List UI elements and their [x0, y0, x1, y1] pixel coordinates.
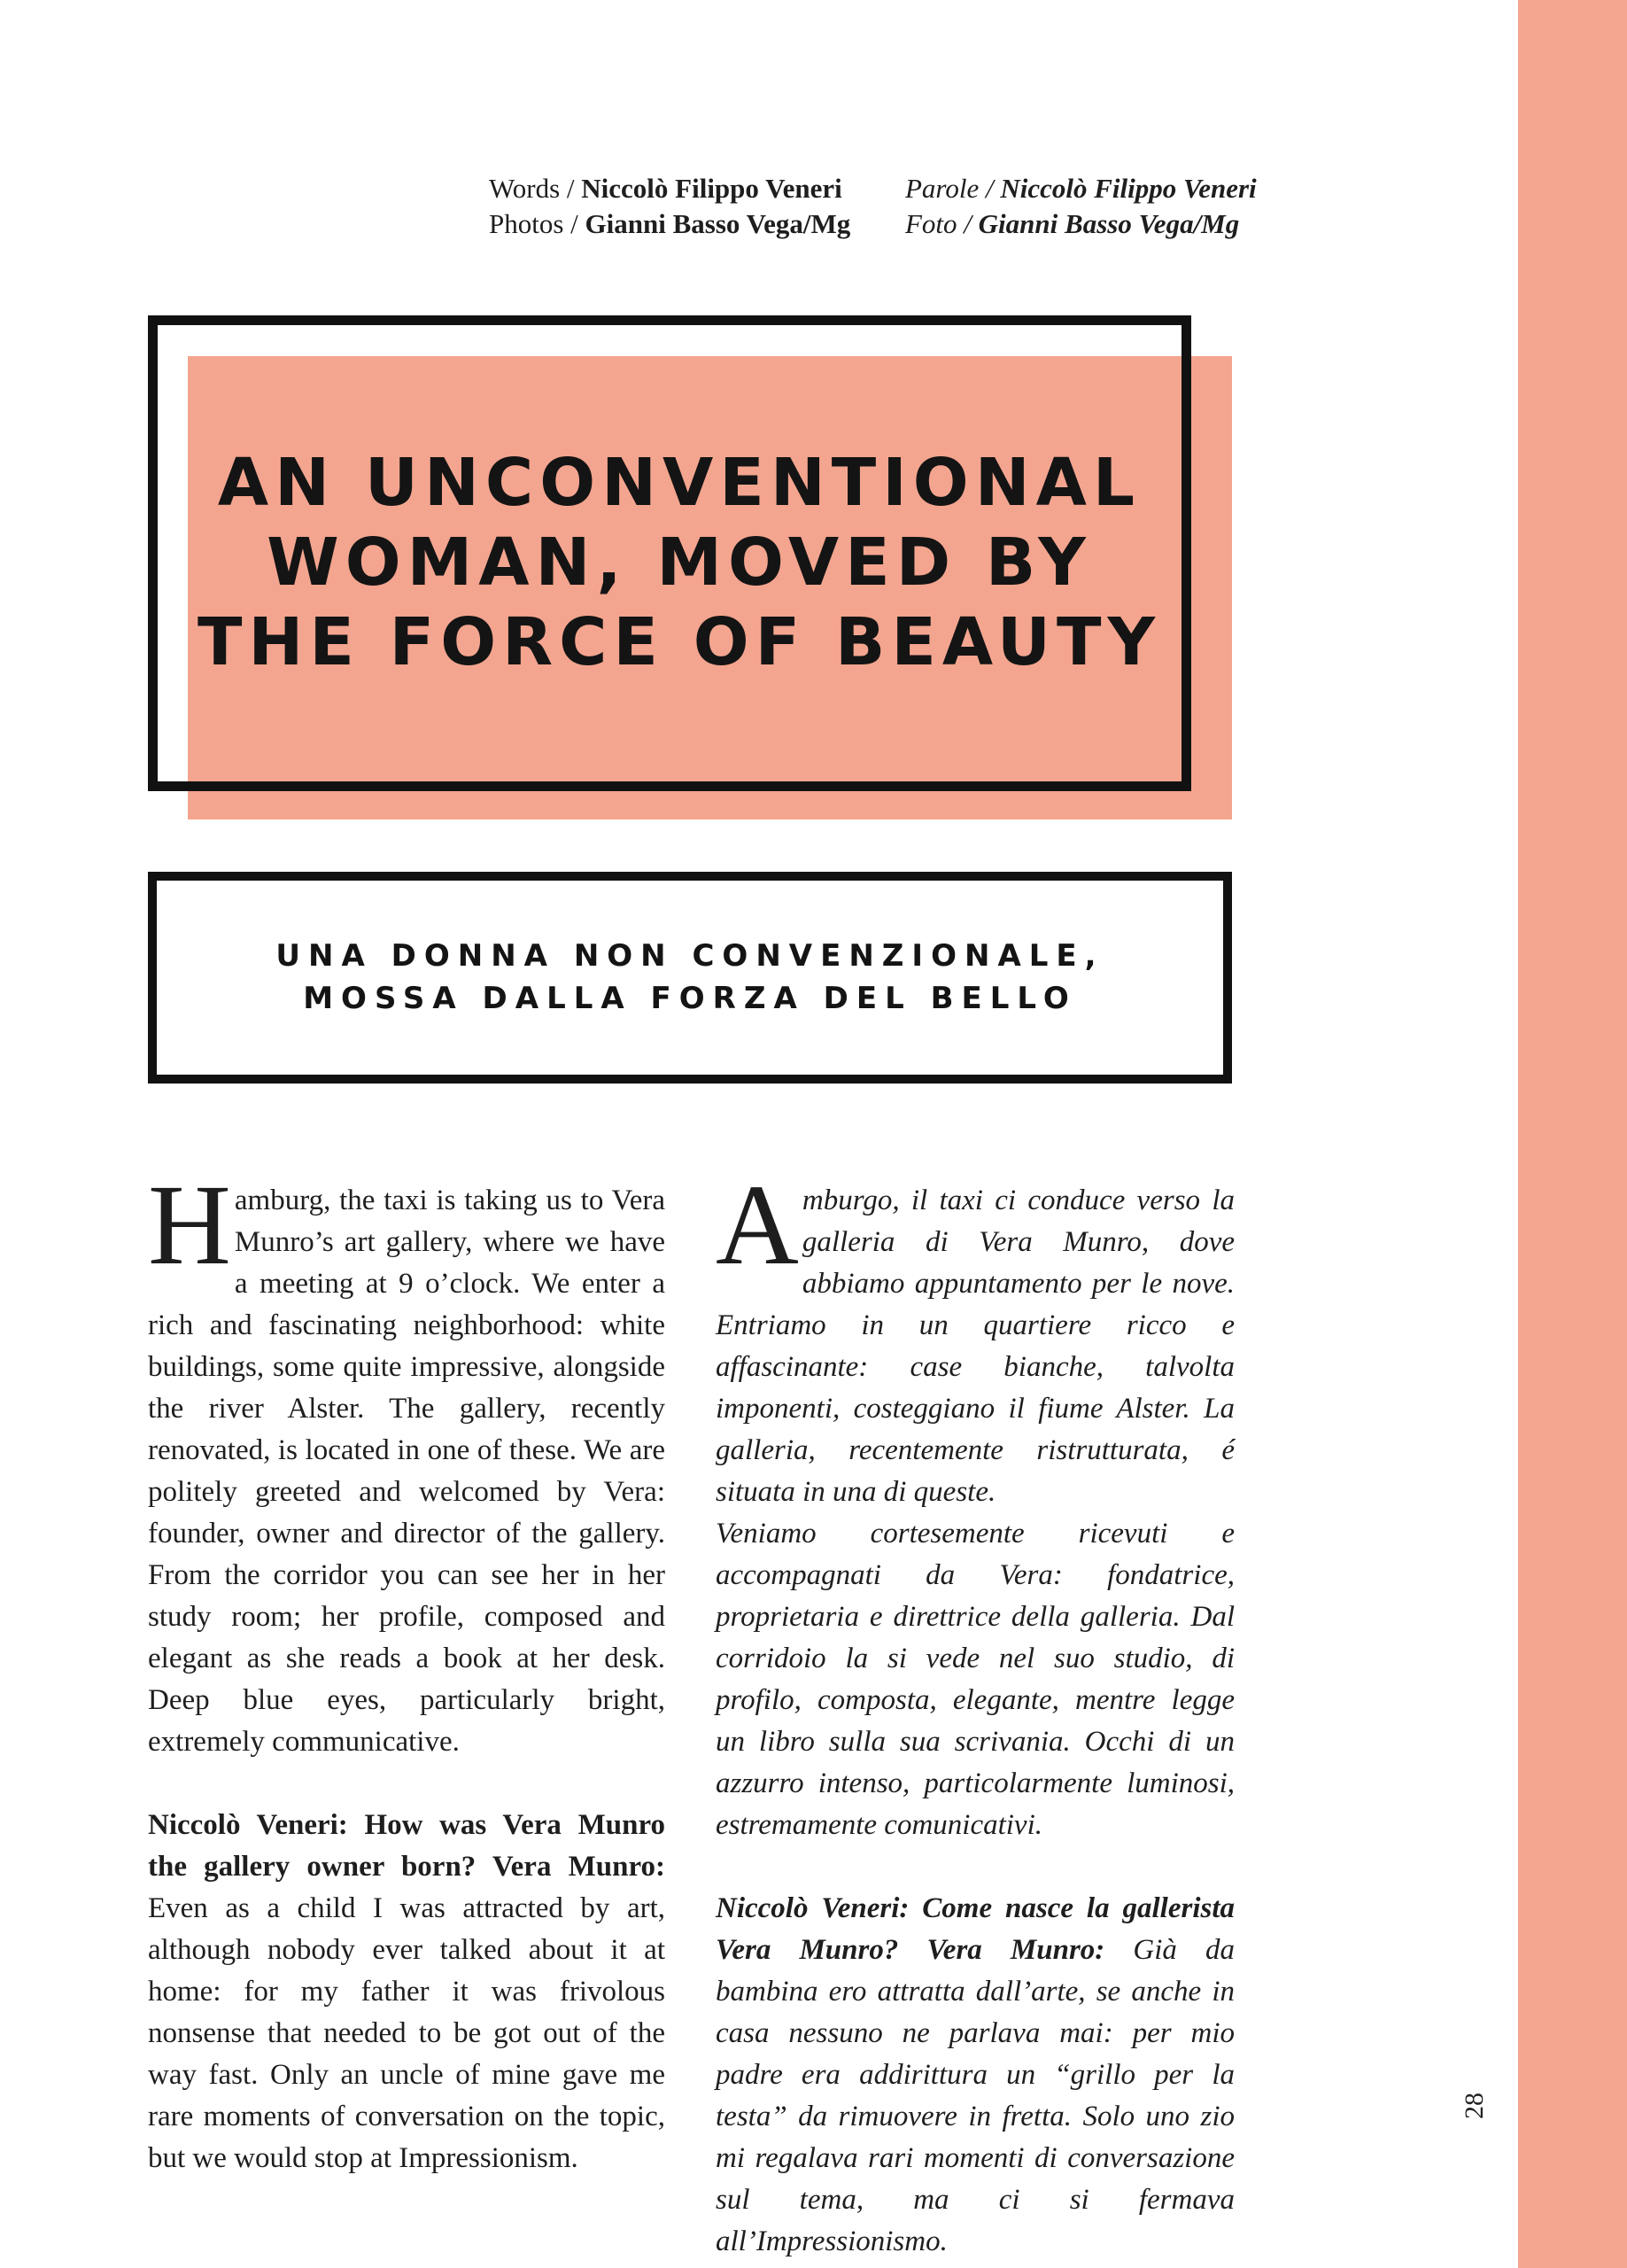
author-name: Niccolò Filippo Veneri [581, 173, 842, 204]
italian-paragraph-welcome: Veniamo cortesemente ricevuti e accompagnati da Vera: fondatrice, proprietaria e direttrice della galleria. Dal corridoio la si vede nel suo studio, di profilo, composta, elegante, mentre legge un libro sulla sua scrivania. Occhi di un azzurro intenso, particolarmente luminosi, estremamente comunicativi. [716, 1518, 1235, 1841]
english-paragraph-interview: Niccolò Veneri: How was Vera Munro the gallery owner born? Vera Munro: Even as a child I was attracted by art, although nobody ever talked about it at home: for my father it was frivolous nonsense that needed to be got out of the way fast. Only an uncle of mine gave me rare moments of conversation on the topic, but we would stop at Impressionism. [148, 1809, 665, 2174]
side-color-strip [1518, 0, 1627, 2268]
credit-parole: Parole / Niccolò Filippo Veneri [905, 173, 1257, 204]
subtitle [148, 935, 1232, 1020]
page-number: 28 [1460, 2093, 1489, 2119]
page-title [148, 443, 1211, 682]
title-line: AN UNCONVENTIONAL [217, 445, 1142, 521]
italian-paragraph-interview: Niccolò Veneri: Come nasce la gallerista Vera Munro? Vera Munro: Già da bambina ero attratta dall’arte, se anche in casa nessuno ne parlava mai: per mio padre era addirittura un “grillo per la testa” da rimuovere in fretta. Solo uno zio mi regalava rari momenti di conversazione sul tema, ma ci si fermava all’Impressionismo. [716, 1892, 1235, 2257]
author-name-it: Niccolò Filippo Veneri [1000, 173, 1257, 204]
title-line: WOMAN, MOVED BY [267, 524, 1092, 601]
interview-question-it: Niccolò Veneri: Come nasce la gallerista Vera Munro? Vera Munro: [716, 1892, 1235, 1966]
italian-column [716, 1161, 1235, 2263]
photographer-name: Gianni Basso Vega/Mg [585, 208, 851, 239]
english-column [148, 1161, 665, 2179]
interview-question: Niccolò Veneri: How was Vera Munro the gallery owner born? Vera Munro: [148, 1809, 665, 1883]
english-paragraph-intro: Hamburg, the taxi is taking us to Vera Munro’s art gallery, where we have a meeting at 9 o’clock. We enter a rich and fascinating neighborhood: white buildings, some quite impressive, alongside the river Alster. The gallery, recently renovated, is located in one of these. We are politely greeted and welcomed by Vera: founder, owner and director of the gallery. From the corridor you can see her in her study room; her profile, composed and elegant as she reads a book at her desk. Deep blue eyes, particularly bright, extremely communicative. [148, 1161, 665, 1758]
credit-words: Words / Niccolò Filippo Veneri [489, 173, 842, 204]
italian-paragraph-intro: Amburgo, il taxi ci conduce verso la galleria di Vera Munro, dove abbiamo appuntamento per le nove. Entriamo in un quartiere ricco e affascinante: case bianche, talvolta imponenti, costeggiano il fiume Alster. La galleria, recentemente ristrutturata, é situata in una di queste. [716, 1161, 1235, 1508]
credits-english [489, 171, 850, 242]
credit-foto: Foto / Gianni Basso Vega/Mg [905, 208, 1240, 239]
subtitle-line: MOSSA DALLA FORZA DEL BELLO [303, 981, 1077, 1016]
subtitle-line: UNA DONNA NON CONVENZIONALE, [275, 938, 1104, 974]
credits-italian [905, 171, 1257, 242]
title-line: THE FORCE OF BEAUTY [197, 604, 1162, 680]
drop-cap-it: A [716, 1161, 799, 1289]
credit-photos: Photos / Gianni Basso Vega/Mg [489, 208, 851, 239]
drop-cap: H [148, 1161, 231, 1289]
photographer-name-it: Gianni Basso Vega/Mg [978, 208, 1240, 239]
